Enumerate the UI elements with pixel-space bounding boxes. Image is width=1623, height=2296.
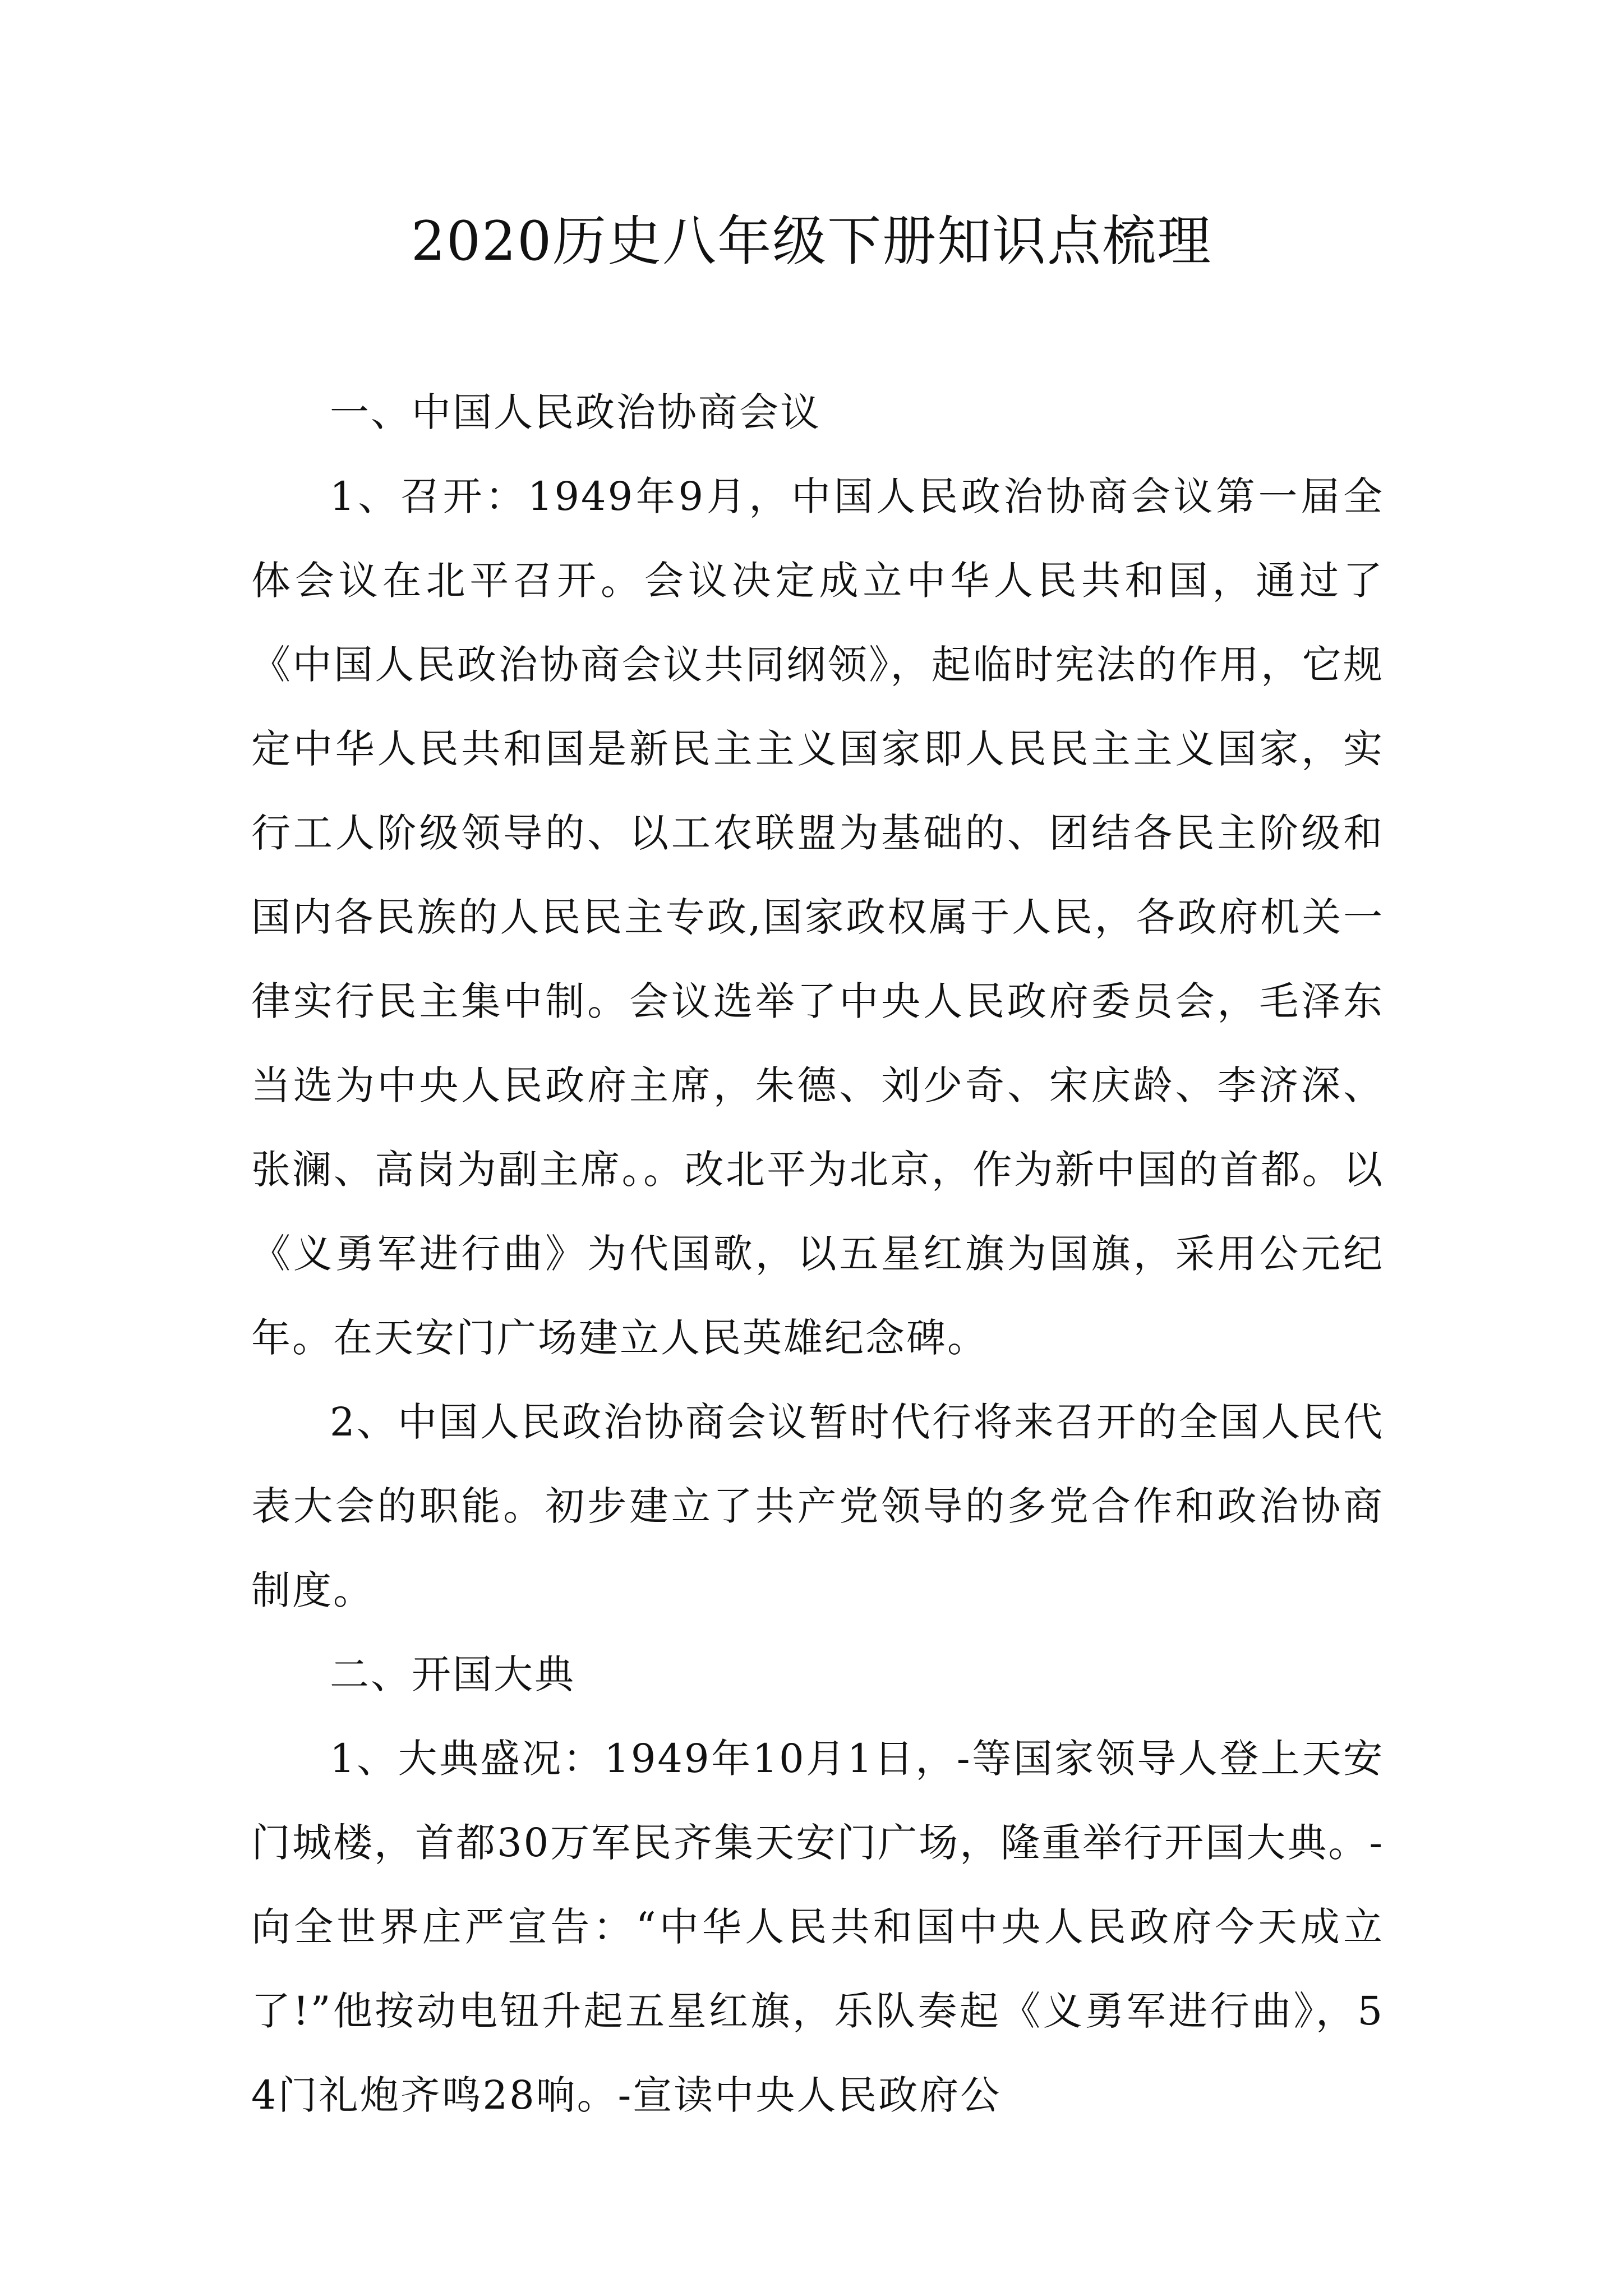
document-body (251, 370, 1384, 2137)
paragraph-founding-ceremony: 1、大典盛况：1949年10月1日，-等国家领导人登上天安门城楼，首都30万军民齐集天安门广场，隆重举行开国大典。-向全世界庄严宣告：“中华人民共和国中央人民政府今天成立了!”他按动电钮升起五星红旗，乐队奏起《义勇军进行曲》，54门礼炮齐鸣28响。-宣读中央人民政府公 (251, 1736, 1384, 2118)
document-title: 2020历史八年级下册知识点梳理 (411, 210, 1212, 273)
paragraph-cppcc-functions: 2、中国人民政治协商会议暂时代行将来召开的全国人民代表大会的职能。初步建立了共产党领导的多党合作和政治协商制度。 (251, 1399, 1384, 1613)
paragraph-cppcc-convening: 1、召开：1949年9月，中国人民政治协商会议第一届全体会议在北平召开。会议决定成立中华人民共和国，通过了《中国人民政治协商会议共同纲领》，起临时宪法的作用，它规定中华人民共和国是新民主主义国家即人民民主主义国家，实行工人阶级领导的、以工农联盟为基础的、团结各民主阶级和国内各民族的人民民主专政,国家政权属于人民，各政府机关一律实行民主集中制。会议选举了中央人民政府委员会，毛泽东当选为中央人民政府主席，朱德、刘少奇、宋庆龄、李济深、张澜、高岗为副主席。。改北平为北京，作为新中国的首都。以《义勇军进行曲》为代国歌，以五星红旗为国旗，采用公元纪年。在天安门广场建立人民英雄纪念碑。 (251, 473, 1384, 1361)
section-heading-founding-ceremony: 二、开国大典 (330, 1651, 575, 1697)
section-heading-cppcc: 一、中国人民政治协商会议 (330, 389, 821, 435)
